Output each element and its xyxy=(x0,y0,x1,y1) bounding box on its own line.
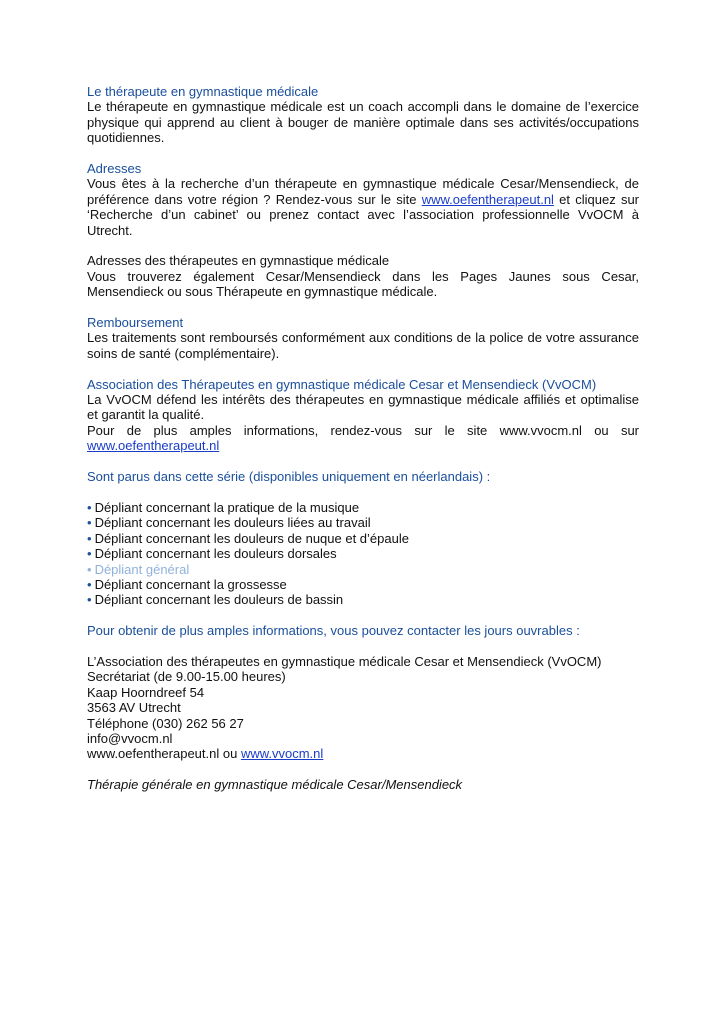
list-item-label: Dépliant concernant la pratique de la musique xyxy=(94,499,360,515)
vvocm-link[interactable]: www.vvocm.nl xyxy=(240,746,324,762)
section-body-reimbursement: Les traitements sont remboursés conformément aux conditions de la police de votre assurance soins de santé (complémentaire). xyxy=(87,330,639,361)
series-list xyxy=(87,500,639,608)
section-therapist xyxy=(87,84,639,146)
section-addresses xyxy=(87,161,639,238)
oefentherapeut-link[interactable]: www.oefentherapeut.nl xyxy=(421,191,554,207)
section-heading-therapist: Le thérapeute en gymnastique médicale xyxy=(87,84,319,99)
section-body-therapist-addresses: Vous trouverez également Cesar/Mensendieck dans les Pages Jaunes sous Cesar, Mensendieck ou sous Thérapeute en gymnastique médicale. xyxy=(87,268,639,300)
bullet-icon: • xyxy=(87,499,92,515)
section-heading-addresses: Adresses xyxy=(87,161,142,177)
list-item-label: Dépliant concernant les douleurs de nuque et d’épaule xyxy=(94,530,409,546)
section-heading-contact: Pour obtenir de plus amples informations, vous pouvez contacter les jours ouvrables : xyxy=(87,623,580,639)
section-body-addresses xyxy=(87,176,639,238)
list-item-label: Dépliant concernant les douleurs dorsales xyxy=(94,546,337,562)
bullet-icon: • xyxy=(87,530,92,546)
contact-city: 3563 AV Utrecht xyxy=(87,700,181,716)
footer xyxy=(87,777,639,792)
list-item xyxy=(87,592,639,607)
addresses-text-after-link: et cliquez sur ‘Recherche d’un cabinet’ ou prenez contact avec l’association professionnelle VvOCM à Utrecht. xyxy=(87,191,640,238)
section-association xyxy=(87,377,639,454)
list-item-label: Dépliant concernant la grossesse xyxy=(94,576,287,592)
contact-web-plain: www.oefentherapeut.nl ou xyxy=(87,746,241,762)
contact-address xyxy=(87,654,639,762)
section-contact-heading xyxy=(87,623,639,638)
section-therapist-addresses xyxy=(87,253,639,299)
bullet-icon: • xyxy=(87,561,92,577)
list-item xyxy=(87,546,639,561)
section-series xyxy=(87,469,639,484)
association-more-link-line xyxy=(87,438,639,453)
list-item-label: Dépliant concernant les douleurs de bassin xyxy=(94,592,344,608)
list-item-label: Dépliant général xyxy=(94,561,190,577)
contact-web xyxy=(87,746,639,761)
section-heading-therapist-addresses: Adresses des thérapeutes en gymnastique médicale xyxy=(87,253,390,269)
bullet-icon: • xyxy=(87,515,92,531)
section-reimbursement xyxy=(87,315,639,361)
contact-hours: Secrétariat (de 9.00-15.00 heures) xyxy=(87,669,286,685)
contact-org: L’Association des thérapeutes en gymnastique médicale Cesar et Mensendieck (VvOCM) xyxy=(87,653,602,669)
bullet-icon: • xyxy=(87,576,92,592)
section-body-association: La VvOCM défend les intérêts des thérapeutes en gymnastique médicale affiliés et optimalise et garantit la qualité. xyxy=(87,392,639,423)
list-item-general xyxy=(87,562,639,577)
section-body-therapist: Le thérapeute en gymnastique médicale est un coach accompli dans le domaine de l’exercice physique qui apprend au client à bouger de manière optimale dans ses activités/occupations quotidiennes. xyxy=(87,99,639,146)
footer-tagline: Thérapie générale en gymnastique médicale Cesar/Mensendieck xyxy=(87,777,463,793)
section-heading-reimbursement: Remboursement xyxy=(87,315,184,331)
bullet-icon: • xyxy=(87,592,92,608)
bullet-icon: • xyxy=(87,546,92,562)
list-item-label: Dépliant concernant les douleurs liées au travail xyxy=(94,515,371,531)
series-list-block xyxy=(87,500,639,608)
list-item xyxy=(87,577,639,592)
list-item xyxy=(87,500,639,515)
section-heading-series: Sont parus dans cette série (disponibles uniquement en néerlandais) : xyxy=(87,469,491,485)
list-item xyxy=(87,531,639,546)
contact-street: Kaap Hoorndreef 54 xyxy=(87,684,205,700)
addresses-text-before-link: Vous êtes à la recherche d’un thérapeute en gymnastique médicale Cesar/Mensendieck, de préférence dans votre région ? Rendez-vous sur le site xyxy=(87,176,639,207)
list-item xyxy=(87,515,639,530)
oefentherapeut-link-2[interactable]: www.oefentherapeut.nl xyxy=(87,438,220,454)
contact-phone: Téléphone (030) 262 56 27 xyxy=(87,715,244,731)
association-more-info: Pour de plus amples informations, rendez-vous sur le site www.vvocm.nl ou sur xyxy=(87,422,639,438)
section-heading-association: Association des Thérapeutes en gymnastique médicale Cesar et Mensendieck (VvOCM) xyxy=(87,376,597,392)
contact-email: info@vvocm.nl xyxy=(87,730,173,746)
